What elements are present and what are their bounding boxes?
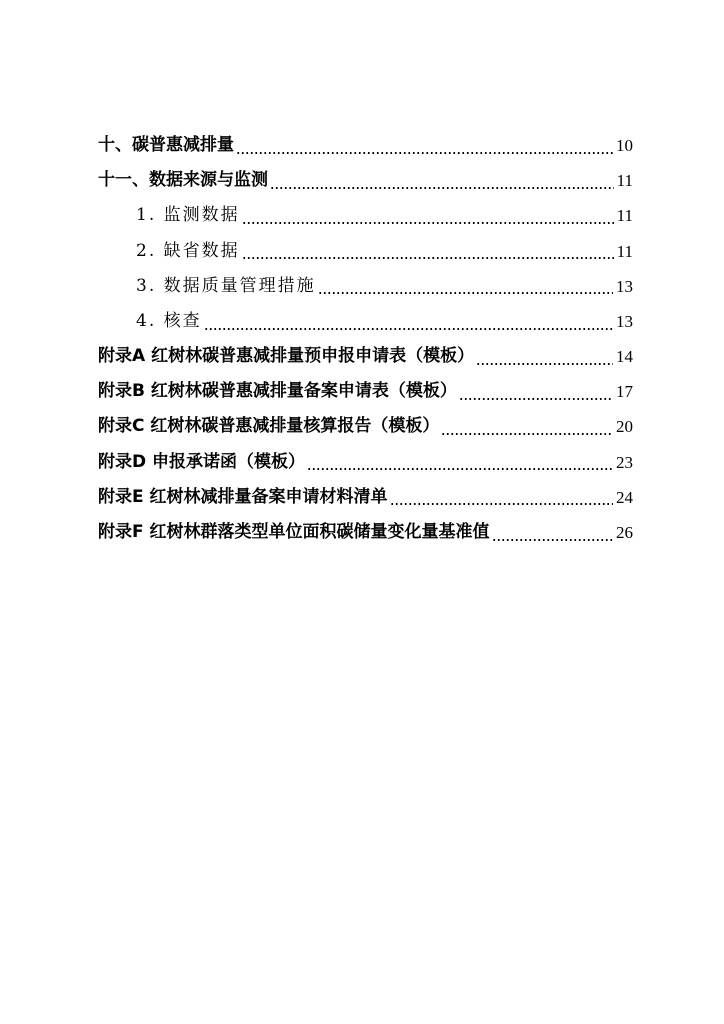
toc-entry-default-data[interactable] [98,234,633,269]
toc-entry-page: 14 [616,347,633,367]
toc-entry-page: 11 [616,241,633,261]
toc-entry-section-11[interactable] [98,163,633,198]
toc-entry-page: 20 [616,417,633,437]
toc-leader-dots [459,394,613,404]
toc-leader-dots [307,464,613,474]
toc-entry-page: 13 [616,276,633,296]
toc-leader-dots [242,253,614,263]
toc-entry-title: 附录A 红树林碳普惠减排量预申报申请表（模板） [98,346,475,367]
toc-leader-dots [441,429,613,439]
toc-entry-title: 附录D 申报承诺函（模板） [98,451,306,472]
toc-entry-page: 23 [616,452,633,472]
toc-entry-page: 11 [616,206,633,226]
toc-leader-dots [318,288,613,298]
toc-entry-title: 附录E 红树林减排量备案申请材料清单 [98,486,388,507]
toc-leader-dots [242,218,614,228]
toc-entry-verification[interactable] [98,304,633,339]
toc-entry-title: 附录C 红树林碳普惠减排量核算报告（模板） [98,416,440,437]
table-of-contents [98,128,633,550]
toc-leader-dots [270,183,614,193]
toc-entry-page: 24 [616,487,633,507]
toc-entry-appendix-d[interactable] [98,445,633,480]
toc-entry-appendix-e[interactable] [98,480,633,515]
toc-entry-page: 17 [616,382,633,402]
toc-entry-title: 2. 缺省数据 [136,240,240,261]
toc-entry-title: 十一、数据来源与监测 [98,170,268,191]
toc-entry-section-10[interactable] [98,128,633,163]
toc-leader-dots [390,499,613,509]
toc-leader-dots [204,324,613,334]
toc-entry-title: 十、碳普惠减排量 [98,134,234,155]
toc-entry-page: 10 [616,135,633,155]
toc-entry-data-quality[interactable] [98,269,633,304]
toc-entry-title: 4. 核查 [136,310,202,331]
toc-leader-dots [476,359,613,369]
toc-entry-page: 26 [616,523,633,543]
toc-leader-dots [492,535,613,545]
toc-entry-title: 3. 数据质量管理措施 [136,275,316,296]
toc-entry-monitoring-data[interactable] [98,198,633,233]
toc-entry-title: 1. 监测数据 [136,205,240,226]
toc-entry-page: 11 [616,171,633,191]
toc-entry-appendix-a[interactable] [98,339,633,374]
toc-entry-appendix-b[interactable] [98,374,633,409]
toc-entry-appendix-c[interactable] [98,410,633,445]
toc-leader-dots [236,148,613,158]
toc-entry-appendix-f[interactable] [98,515,633,550]
toc-entry-title: 附录B 红树林碳普惠减排量备案申请表（模板） [98,381,457,402]
toc-entry-page: 13 [616,311,633,331]
toc-entry-title: 附录F 红树林群落类型单位面积碳储量变化量基准值 [98,522,490,543]
